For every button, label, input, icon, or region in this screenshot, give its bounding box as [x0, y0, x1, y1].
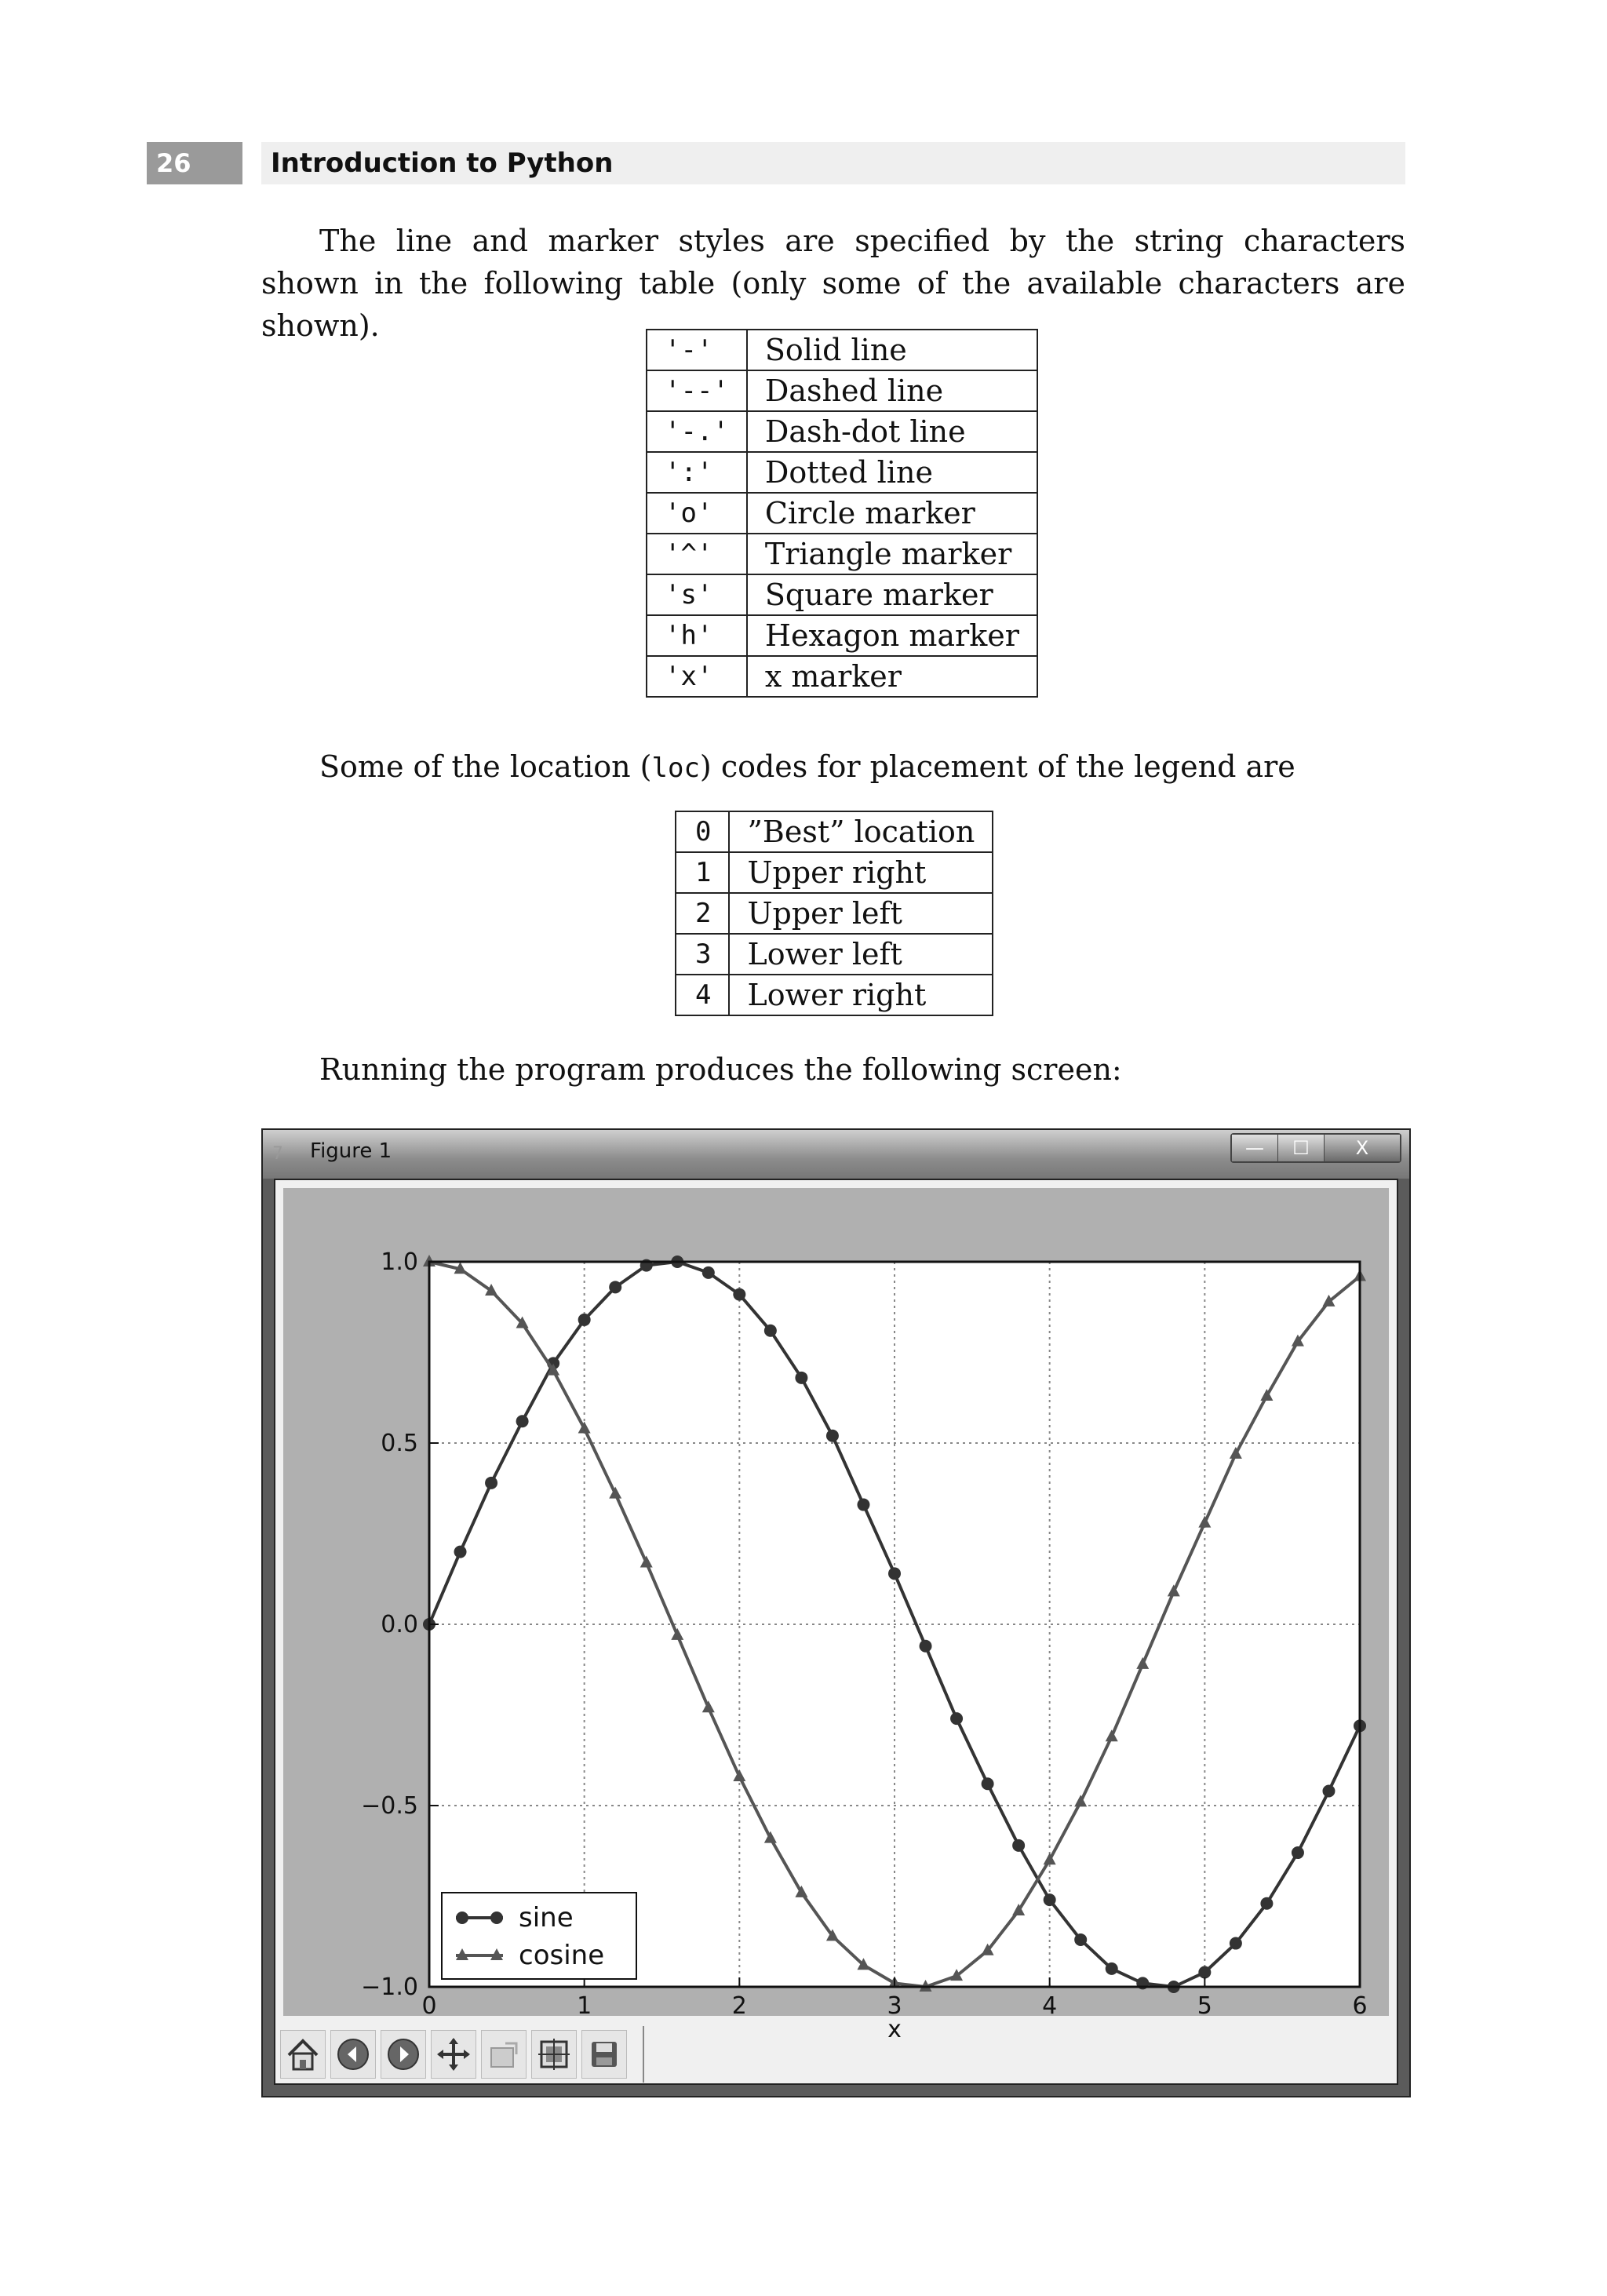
- line-marker-style-table: [646, 329, 1038, 698]
- configure-subplots-button[interactable]: [531, 2030, 577, 2079]
- running-header-title: Introduction to Python: [261, 142, 1405, 184]
- forward-button[interactable]: [381, 2030, 426, 2079]
- code-cell: '--': [647, 370, 747, 411]
- sine-point: [733, 1288, 745, 1301]
- code-cell: 1: [676, 852, 729, 893]
- description-cell: Solid line: [747, 330, 1037, 370]
- save-button[interactable]: [581, 2030, 627, 2079]
- style-table-row: [647, 574, 1037, 615]
- configure-subplots-icon: [537, 2037, 571, 2072]
- forward-icon: [386, 2037, 421, 2072]
- style-table-row: [647, 452, 1037, 493]
- description-cell: Circle marker: [747, 493, 1037, 534]
- sine-point: [795, 1372, 807, 1384]
- code-cell: 3: [676, 934, 729, 975]
- window-client-area: [274, 1179, 1398, 2085]
- loc-code: loc: [651, 753, 700, 784]
- description-cell: Dash-dot line: [747, 411, 1037, 452]
- y-tick-label: 0.0: [381, 1611, 418, 1638]
- home-button[interactable]: [280, 2030, 326, 2079]
- description-cell: ”Best” location: [729, 811, 993, 852]
- back-icon: [336, 2037, 370, 2072]
- style-table-row: [647, 330, 1037, 370]
- style-table-row: [647, 615, 1037, 656]
- loc-table-row: [676, 852, 993, 893]
- sine-cosine-plot: [283, 1188, 1389, 2043]
- code-cell: ':': [647, 452, 747, 493]
- sine-point: [1292, 1846, 1304, 1859]
- sine-point: [578, 1314, 591, 1326]
- code-cell: 0: [676, 811, 729, 852]
- figure-window: [261, 1128, 1411, 2097]
- sine-point: [826, 1430, 839, 1442]
- maximize-button[interactable]: ☐: [1278, 1135, 1325, 1161]
- sine-point: [888, 1567, 901, 1580]
- y-tick-label: 1.0: [381, 1248, 418, 1276]
- style-table-row: [647, 656, 1037, 697]
- legend-location-paragraph: [319, 745, 1418, 789]
- code-cell: 's': [647, 574, 747, 615]
- page-number: 26: [147, 142, 242, 184]
- code-cell: 'o': [647, 493, 747, 534]
- description-cell: x marker: [747, 656, 1037, 697]
- sine-point: [950, 1712, 963, 1725]
- minimize-button[interactable]: —: [1232, 1135, 1278, 1161]
- description-cell: Triangle marker: [747, 534, 1037, 574]
- style-table-row: [647, 411, 1037, 452]
- sine-point: [1106, 1963, 1118, 1975]
- code-cell: '^': [647, 534, 747, 574]
- figure-canvas: [283, 1188, 1389, 2043]
- code-cell: '-': [647, 330, 747, 370]
- code-cell: '-.': [647, 411, 747, 452]
- sine-point: [454, 1546, 467, 1558]
- loc-text-prefix: Some of the location (: [319, 749, 652, 784]
- x-tick-label: 1: [577, 1992, 592, 2020]
- running-program-paragraph: Running the program produces the following screen:: [319, 1052, 1122, 1087]
- window-controls: [1230, 1133, 1401, 1163]
- sine-point: [702, 1266, 715, 1279]
- close-button[interactable]: X: [1325, 1135, 1400, 1161]
- description-cell: Upper left: [729, 893, 993, 934]
- style-table-row: [647, 534, 1037, 574]
- loc-table-row: [676, 893, 993, 934]
- sine-point: [920, 1640, 932, 1653]
- sine-point: [1074, 1933, 1087, 1946]
- home-icon: [286, 2036, 320, 2072]
- description-cell: Square marker: [747, 574, 1037, 615]
- sine-point: [1322, 1785, 1335, 1798]
- pan-button[interactable]: [431, 2030, 476, 2079]
- zoom-icon: [486, 2037, 521, 2072]
- x-tick-label: 2: [731, 1992, 747, 2020]
- y-tick-label: 0.5: [381, 1430, 418, 1457]
- sine-point: [485, 1477, 497, 1489]
- y-tick-label: −1.0: [361, 1973, 418, 2001]
- sine-point: [1012, 1839, 1025, 1852]
- x-tick-label: 5: [1197, 1992, 1212, 2020]
- style-table-row: [647, 493, 1037, 534]
- sine-point: [1230, 1937, 1242, 1950]
- legend-sine-marker: [490, 1912, 503, 1924]
- legend-location-table: [675, 811, 993, 1016]
- sine-point: [1044, 1893, 1056, 1906]
- x-tick-label: 6: [1352, 1992, 1368, 2020]
- code-cell: 2: [676, 893, 729, 934]
- loc-text-suffix: ) codes for placement of the legend are: [699, 749, 1295, 784]
- x-axis-label: x: [887, 2016, 902, 2043]
- zoom-button[interactable]: [481, 2030, 527, 2079]
- navigation-toolbar: [275, 2026, 644, 2083]
- intro-paragraph: The line and marker styles are specified by the string characters shown in the following table (only some of the available characters are shown).: [261, 224, 1405, 343]
- legend-sine-marker: [456, 1912, 468, 1924]
- loc-table-row: [676, 934, 993, 975]
- loc-table-row: [676, 811, 993, 852]
- sine-point: [516, 1415, 529, 1427]
- back-button[interactable]: [330, 2030, 376, 2079]
- window-title: Figure 1: [310, 1139, 392, 1163]
- description-cell: Lower right: [729, 975, 993, 1015]
- sine-point: [764, 1325, 777, 1337]
- window-titlebar[interactable]: [263, 1130, 1409, 1179]
- description-cell: Lower left: [729, 934, 993, 975]
- description-cell: Dashed line: [747, 370, 1037, 411]
- legend-label-sine: sine: [519, 1902, 574, 1933]
- style-table-row: [647, 370, 1037, 411]
- code-cell: 'x': [647, 656, 747, 697]
- pan-icon: [436, 2037, 471, 2072]
- code-cell: 'h': [647, 615, 747, 656]
- sine-point: [609, 1281, 621, 1293]
- sine-point: [982, 1777, 994, 1790]
- legend-label-cosine: cosine: [519, 1940, 605, 1971]
- description-cell: Hexagon marker: [747, 615, 1037, 656]
- python-app-icon: 7: [272, 1144, 283, 1164]
- loc-table-row: [676, 975, 993, 1015]
- y-tick-label: −0.5: [361, 1792, 418, 1820]
- description-cell: Dotted line: [747, 452, 1037, 493]
- sine-point: [1198, 1966, 1211, 1979]
- save-icon: [587, 2037, 621, 2072]
- x-tick-label: 4: [1042, 1992, 1058, 2020]
- sine-point: [857, 1499, 869, 1511]
- description-cell: Upper right: [729, 852, 993, 893]
- code-cell: 4: [676, 975, 729, 1015]
- sine-point: [1260, 1897, 1273, 1910]
- x-tick-label: 0: [421, 1992, 437, 2020]
- x-tick-label: 3: [887, 1992, 902, 2020]
